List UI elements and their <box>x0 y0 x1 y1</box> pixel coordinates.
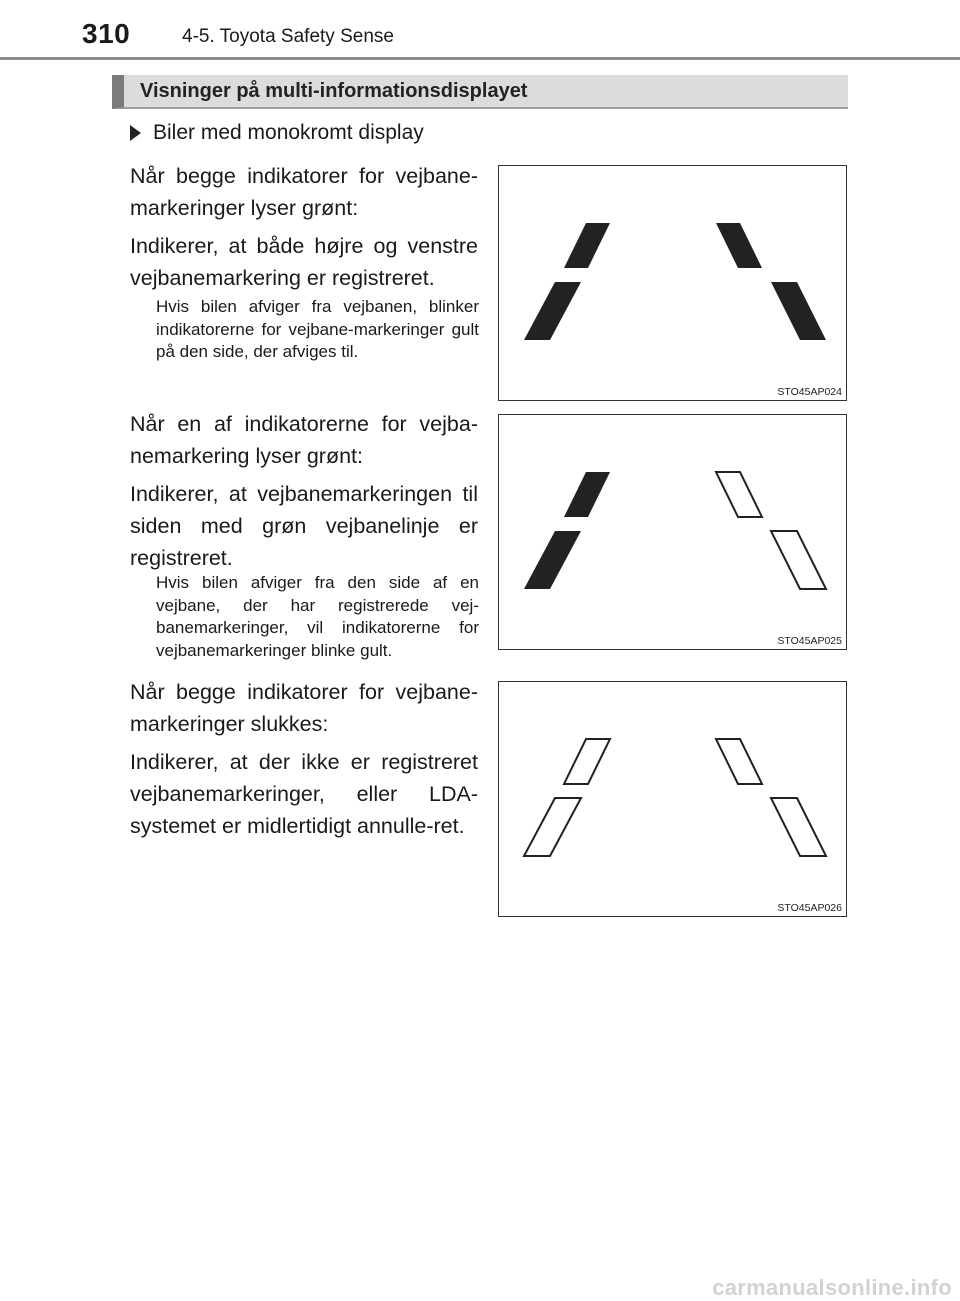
header-divider <box>0 57 960 60</box>
right-lane-lower-marker <box>771 282 826 340</box>
right-lane-upper-marker <box>716 739 762 784</box>
triangle-bullet-icon <box>130 125 141 141</box>
figure-none-detected <box>498 681 847 917</box>
figure-one-detected <box>498 414 847 650</box>
watermark: carmanualsonline.info <box>712 1275 952 1300</box>
block-1-note: Hvis bilen afviger fra vejbanen, blinker indikatorerne for vejbane-markeringer gult på den side, der afviges til. <box>156 297 479 361</box>
right-lane-upper-marker <box>716 472 762 517</box>
page-number: 310 <box>82 18 131 49</box>
chapter-title: 4-5. Toyota Safety Sense <box>182 26 394 47</box>
block-3-condition: Når begge indikatorer for vejbane-markeringer slukkes: <box>130 680 478 736</box>
figure-code: STO45AP026 <box>777 902 842 914</box>
left-lane-lower-marker <box>524 282 581 340</box>
subheading-text: Biler med monokromt display <box>153 121 424 144</box>
block-1-text <box>130 160 478 294</box>
block-1-meaning: Indikerer, at både højre og venstre vejbanemarkering er registreret. <box>130 234 478 290</box>
lane-indicators-left-filled <box>499 415 848 651</box>
left-lane-lower-marker <box>524 798 581 856</box>
block-2-condition: Når en af indikatorerne for vejba-nemarkering lyser grønt: <box>130 412 478 468</box>
left-lane-upper-marker <box>564 472 610 517</box>
figure-code: STO45AP024 <box>777 386 842 398</box>
figure-code: STO45AP025 <box>777 635 842 647</box>
block-3-text <box>130 676 478 842</box>
left-lane-lower-marker <box>524 531 581 589</box>
block-2-text <box>130 408 478 574</box>
block-2-meaning: Indikerer, at vejbanemarkeringen til siden med grøn vejbanelinje er registreret. <box>130 482 478 570</box>
figure-both-detected <box>498 165 847 401</box>
right-lane-upper-marker <box>716 223 762 268</box>
left-lane-upper-marker <box>564 223 610 268</box>
right-lane-lower-marker <box>771 798 826 856</box>
block-3-meaning: Indikerer, at der ikke er registreret vejbanemarkeringer, eller LDA-systemet er midlertidigt annulle-ret. <box>130 750 478 838</box>
section-title: Visninger på multi-informationsdisplayet <box>140 80 528 102</box>
block-2-note: Hvis bilen afviger fra den side af en vejbane, der har registrerede vej-banemarkeringer, vil indikatorerne for vejbanemarkeringer blinke gult. <box>156 573 479 660</box>
lane-indicators-both-outline <box>499 682 848 918</box>
block-1-condition: Når begge indikatorer for vejbane-markeringer lyser grønt: <box>130 164 478 220</box>
lane-indicators-both-filled <box>499 166 848 402</box>
section-header <box>112 75 848 109</box>
right-lane-lower-marker <box>771 531 826 589</box>
left-lane-upper-marker <box>564 739 610 784</box>
subheading <box>130 121 424 145</box>
